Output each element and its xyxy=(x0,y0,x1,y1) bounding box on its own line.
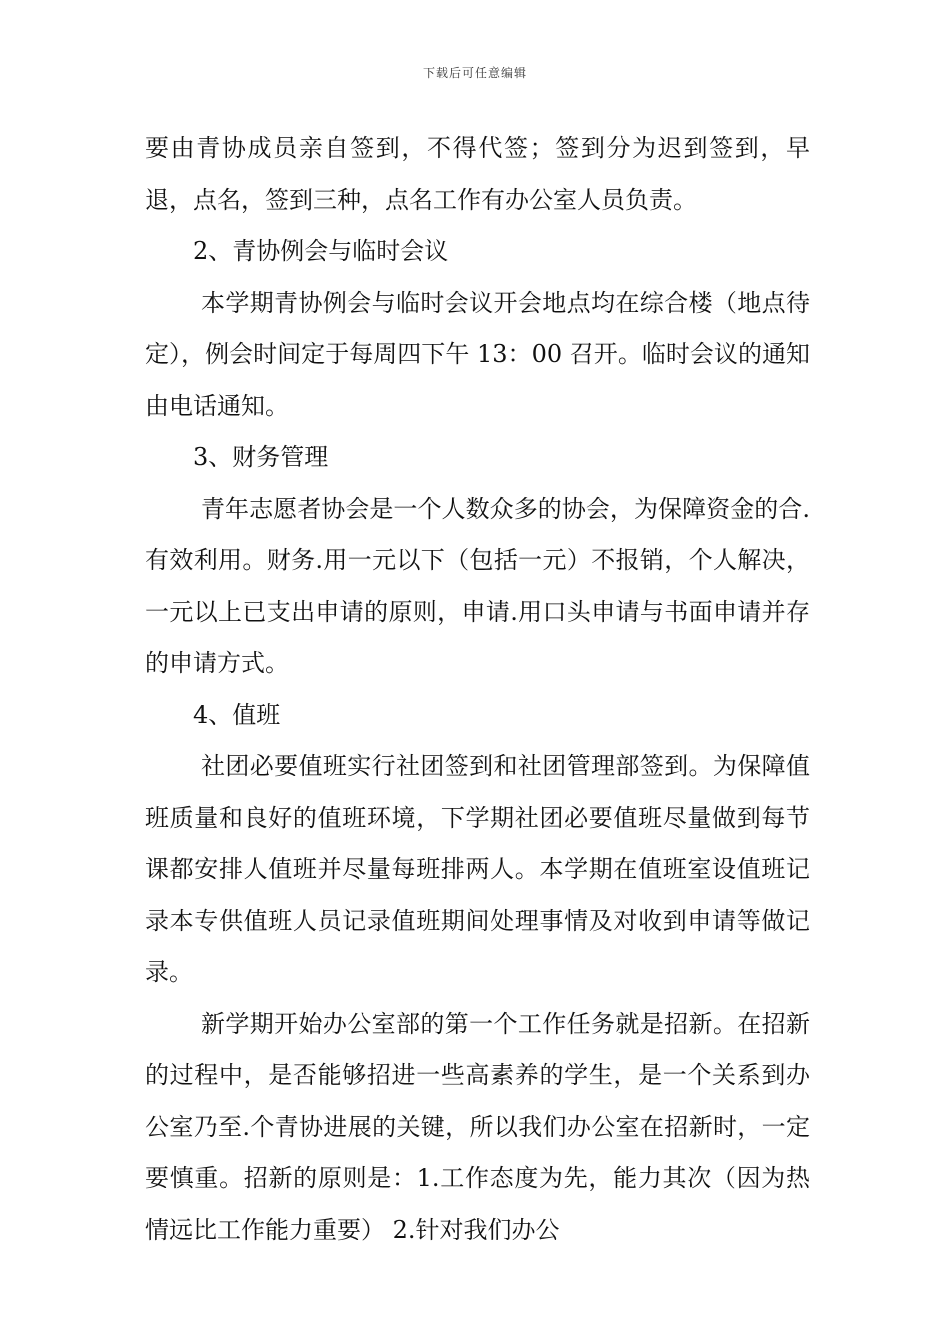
paragraph-duty: 社团必要值班实行社团签到和社团管理部签到。为保障值班质量和良好的值班环境，下学期社团必要值班尽量做到每节课都安排人值班并尽量每班排两人。本学期在值班室设值班记录本专供值班人员记录值班期间处理事情及对收到申请等做记录。 xyxy=(145,752,810,986)
section-heading-duty: 4、值班 xyxy=(193,700,281,729)
paragraph-sign-in-rules: 要由青协成员亲自签到，不得代签；签到分为迟到签到，早退，点名，签到三种，点名工作有办公室人员负责。 xyxy=(145,134,810,214)
section-heading-meetings: 2、青协例会与临时会议 xyxy=(193,237,449,265)
paragraph-finance: 青年志愿者协会是一个人数众多的协会，为保障资金的合.有效利用。财务.用一元以下（包括一元）不报销，个人解决，一元以上已支出申请的原则，申请.用口头申请与书面申请并存的申请方式。 xyxy=(145,494,810,677)
paragraph-recruitment: 新学期开始办公室部的第一个工作任务就是招新。在招新的过程中，是否能够招进一些高素养的学生，是一个关系到办公室乃至.个青协进展的关键，所以我们办公室在招新时，一定要慎重。招新的原则是：1.工作态度为先，能力其次（因为热情远比工作能力重要） 2.针对我们办公 xyxy=(145,1009,810,1244)
page-header: 下载后可任意编辑 xyxy=(422,66,527,80)
section-heading-finance: 3、财务管理 xyxy=(193,443,329,471)
paragraph-meetings: 本学期青协例会与临时会议开会地点均在综合楼（地点待定），例会时间定于每周四下午 13：00 召开。临时会议的通知由电话通知。 xyxy=(145,288,810,420)
document-body xyxy=(145,123,810,1256)
